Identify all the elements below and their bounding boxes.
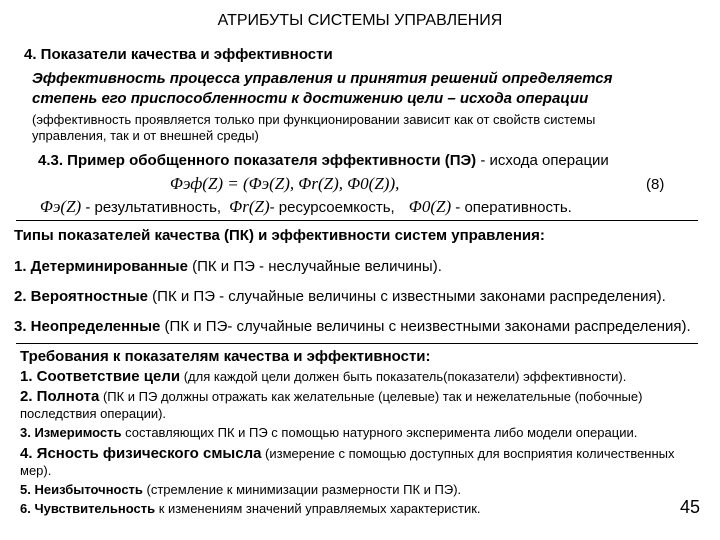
types-item-1-term: 1. Детерминированные <box>14 258 188 275</box>
formula-8: Φэф(Z) = (Φэ(Z), Φr(Z), Φ0(Z)), <box>170 174 400 193</box>
requirement-1-desc: (для каждой цели должен быть показатель(показатели) эффективности). <box>180 369 627 384</box>
types-item-2-desc: (ПК и ПЭ - случайные величины с известными законами распределения). <box>148 288 666 305</box>
section-4-line-2: степень его приспособленности к достижению цели – исхода операции <box>32 90 589 107</box>
requirement-3-term: 3. Измеримость <box>20 425 122 440</box>
requirement-2-term: 2. Полнота <box>20 388 100 405</box>
divider-1 <box>16 220 698 221</box>
formula-legend <box>40 197 572 217</box>
equation-number: (8) <box>646 176 665 193</box>
requirement-1 <box>20 368 626 385</box>
phi-0-symbol: Φ0(Z) <box>408 197 452 216</box>
requirement-2-desc: (ПК и ПЭ должны отражать как желательные (целевые) так и нежелательные (побочные) <box>99 389 643 404</box>
requirement-5 <box>20 482 461 497</box>
requirement-4-term: 4. Ясность физического смысла <box>20 445 262 462</box>
requirement-2 <box>20 388 642 405</box>
page-number: 45 <box>680 497 701 517</box>
example-heading-suffix: - исхода операции <box>476 152 609 169</box>
types-item-3-term: 3. Неопределенные <box>14 318 161 335</box>
section-4-heading: 4. Показатели качества и эффективности <box>24 46 333 63</box>
requirement-3 <box>20 425 637 440</box>
example-heading-bold: 4.3. Пример обобщенного показателя эффективности (ПЭ) <box>38 152 477 169</box>
types-item-3 <box>14 318 691 335</box>
requirement-4-continuation: мер). <box>20 463 52 478</box>
requirement-6-desc: к изменениям значений управляемых характеристик. <box>155 501 481 516</box>
requirement-5-term: 5. Неизбыточность <box>20 482 143 497</box>
types-heading: Типы показателей качества (ПК) и эффективности систем управления: <box>14 227 545 244</box>
requirements-heading: Требования к показателям качества и эффективности: <box>20 348 431 365</box>
phi-r-desc: - ресурсоемкость, <box>269 199 395 216</box>
requirement-4 <box>20 445 675 462</box>
requirement-6-term: 6. Чувствительность <box>20 501 156 516</box>
requirement-3-desc: составляющих ПК и ПЭ с помощью натурного эксперимента либо модели операции. <box>121 425 638 440</box>
phi-0-desc: - оперативность. <box>451 199 572 216</box>
divider-2 <box>16 343 698 344</box>
phi-e-desc: - результативность, <box>81 199 222 216</box>
requirement-2-continuation: последствия операции). <box>20 406 167 421</box>
requirement-1-term: 1. Соответствие цели <box>20 368 181 385</box>
types-item-2-term: 2. Вероятностные <box>14 288 149 305</box>
types-item-1-desc: (ПК и ПЭ - неслучайные величины). <box>187 258 442 275</box>
types-item-3-desc: (ПК и ПЭ- случайные величины с неизвестными законами распределения). <box>160 318 691 335</box>
requirement-6 <box>20 501 481 516</box>
requirement-5-desc: (стремление к минимизации размерности ПК и ПЭ). <box>142 482 462 497</box>
types-item-1 <box>14 258 442 275</box>
section-4-note-1: (эффективность проявляется только при функционировании зависит как от свойств системы <box>32 112 596 127</box>
section-4-note-2: управления, так и от внешней среды) <box>32 128 259 143</box>
requirement-4-desc: (измерение с помощью доступных для восприятия количественных <box>261 446 675 461</box>
slide-title: АТРИБУТЫ СИСТЕМЫ УПРАВЛЕНИЯ <box>217 12 503 29</box>
section-4-line-1: Эффективность процесса управления и принятия решений определяется <box>32 70 613 87</box>
example-heading <box>38 152 609 169</box>
phi-e-symbol: Φэ(Z) <box>40 197 82 216</box>
phi-r-symbol: Φr(Z) <box>229 197 270 216</box>
types-item-2 <box>14 288 666 305</box>
